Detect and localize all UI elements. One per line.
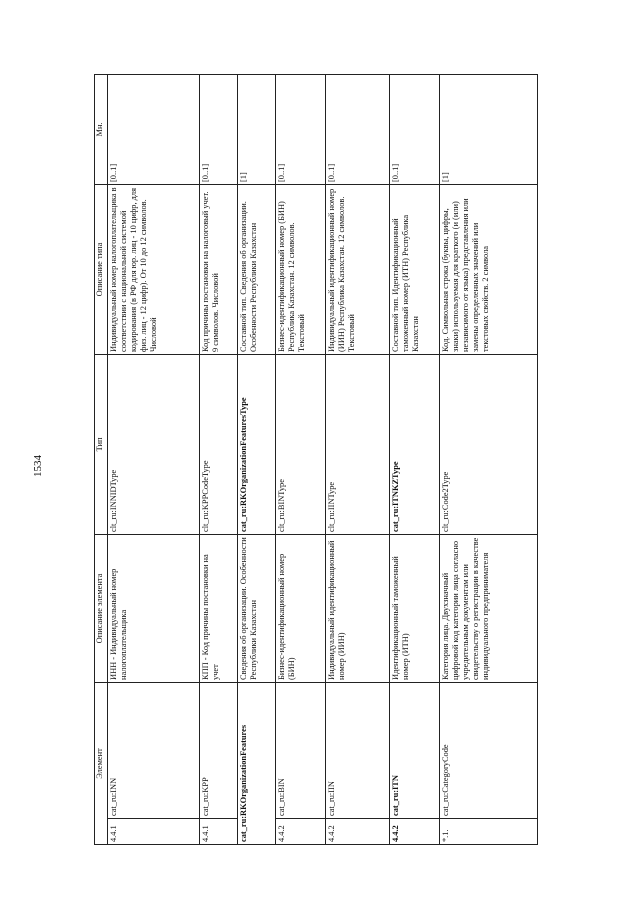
type-desc: Бизнес-идентификационный номер (БИН) Республика Казахстан. 12 символов. Текстовый bbox=[276, 184, 326, 354]
element-desc: КПП - Код причины постановки на учет bbox=[200, 534, 238, 682]
table-row bbox=[238, 74, 276, 844]
row-index: *.1. bbox=[440, 819, 538, 845]
type-desc: Составной тип. Сведения об организации. Особенности Республики Казахстан bbox=[238, 184, 276, 354]
type-desc: Код причины постановки на налоговый учет. 9 символов. Числовой bbox=[200, 184, 238, 354]
header-type: Тип bbox=[95, 354, 108, 534]
element-desc: ИНН - Индивидуальный номер налогоплательщика bbox=[108, 534, 200, 682]
element-type: clt_ru:Code2Type bbox=[440, 354, 538, 534]
multiplicity: [0..1] bbox=[276, 74, 326, 184]
header-type-desc: Описание типа bbox=[95, 184, 108, 354]
element-type: clt_ru:KPPCodeType bbox=[200, 354, 238, 534]
row-index: 4.4.1 bbox=[108, 819, 200, 845]
multiplicity: [0..1] bbox=[200, 74, 238, 184]
type-desc: Составной тип. Идентификационный таможенный номер (ИТН) Республика Казахстан bbox=[390, 184, 440, 354]
table-row bbox=[326, 74, 390, 844]
table-row bbox=[276, 74, 326, 844]
spec-table bbox=[94, 74, 538, 845]
element-type: cat_ru:RKOrganizationFeaturesType bbox=[238, 354, 276, 534]
row-index: 4.4.1 bbox=[200, 819, 238, 845]
table-row bbox=[200, 74, 238, 844]
element-desc: Бизнес-идентификационный номер (БИН) bbox=[276, 534, 326, 682]
row-index: 4.4.2 bbox=[276, 819, 326, 845]
element-type: clt_ru:BINType bbox=[276, 354, 326, 534]
header-mn: Мн. bbox=[95, 74, 108, 184]
multiplicity: [0..1] bbox=[108, 74, 200, 184]
row-index: 4.4.2 bbox=[390, 819, 440, 845]
type-desc: Индивидуальный идентификационный номер (ИИН) Республика Казахстан. 12 символов. Текстовый bbox=[326, 184, 390, 354]
type-desc: Код. Символьная строка (буквы, цифры, знаки) используемая для краткого (и (или) независимого от языка) представления или замены определенных значений или текстовых свойств. 2 символа bbox=[440, 184, 538, 354]
element-type: clt_ru:IINType bbox=[326, 354, 390, 534]
element-type: clt_ru:INNIDType bbox=[108, 354, 200, 534]
element-name: cat_ru:RKOrganizationFeatures bbox=[238, 682, 276, 844]
element-name: cat_ru:CategoryCode bbox=[440, 682, 538, 818]
header-element: Элемент bbox=[95, 682, 108, 844]
element-name: cat_ru:BIN bbox=[276, 682, 326, 818]
rotated-table-sheet bbox=[94, 75, 559, 845]
multiplicity: [0..1] bbox=[390, 74, 440, 184]
table-row bbox=[390, 74, 440, 844]
page-number: 1534 bbox=[32, 455, 44, 477]
multiplicity: [1] bbox=[238, 74, 276, 184]
element-name: cat_ru:KPP bbox=[200, 682, 238, 818]
element-name: cat_ru:ITN bbox=[390, 682, 440, 818]
table-row bbox=[440, 74, 538, 844]
element-name: cat_ru:INN bbox=[108, 682, 200, 818]
element-desc: Идентификационный таможенный номер (ИТН) bbox=[390, 534, 440, 682]
table-row bbox=[108, 74, 200, 844]
type-desc: Индивидуальный номер налогоплательщика в соответствии с национальной системой кодирования (в РФ для юр. лиц - 10 цифр, для физ. лиц - 12 цифр). От 10 до 12 символов. Числовой bbox=[108, 184, 200, 354]
row-index: 4.4.2 bbox=[326, 819, 390, 845]
multiplicity: [0..1] bbox=[326, 74, 390, 184]
element-desc: Индивидуальный идентификационный номер (ИИН) bbox=[326, 534, 390, 682]
element-type: cat_ru:ITNKZType bbox=[390, 354, 440, 534]
element-desc: Категория лица. Двухзначный цифровой код категории лица согласно учредительным документам или свидетельству о регистрации в качестве индивидуального предпринимателя bbox=[440, 534, 538, 682]
header-desc: Описание элемента bbox=[95, 534, 108, 682]
element-name: cat_ru:IIN bbox=[326, 682, 390, 818]
multiplicity: [1] bbox=[440, 74, 538, 184]
element-desc: Сведения об организации. Особенности Республики Казахстан bbox=[238, 534, 276, 682]
header-row bbox=[95, 74, 108, 844]
